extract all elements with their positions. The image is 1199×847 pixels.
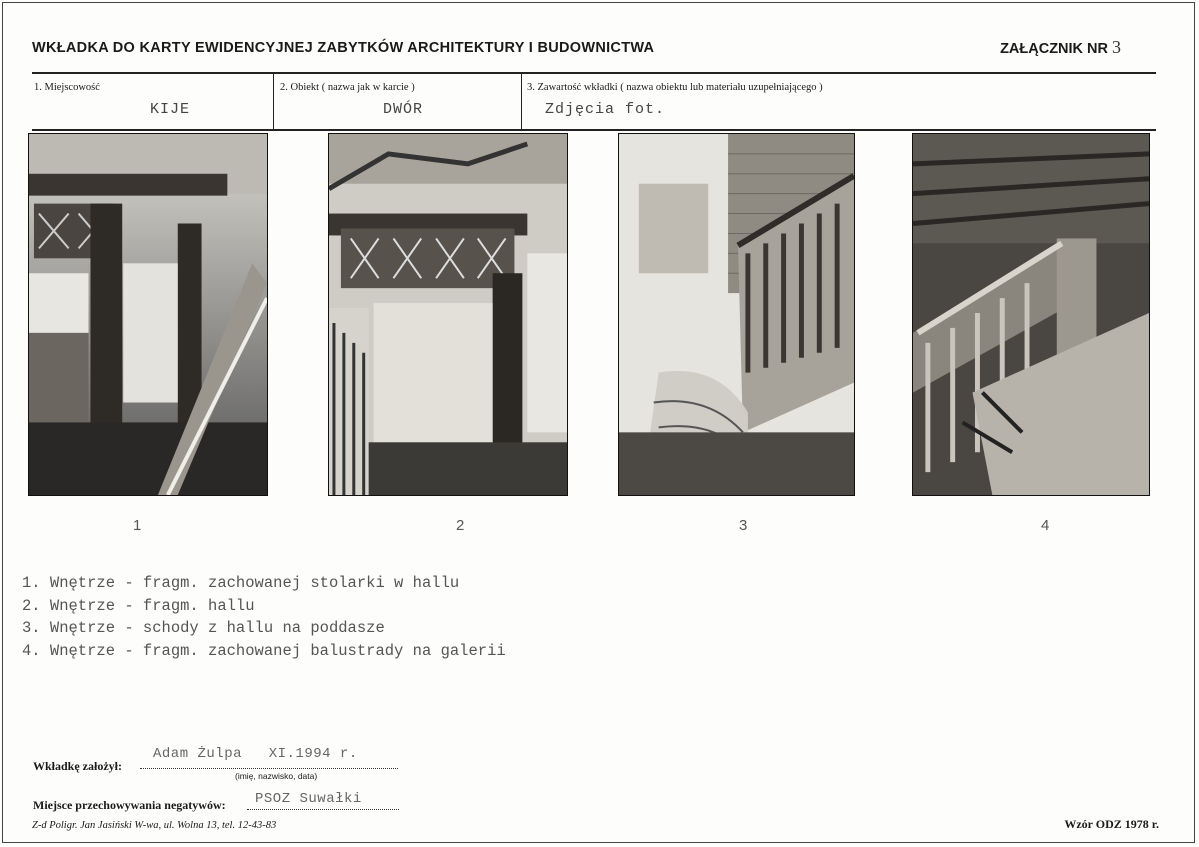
photo-number-1: 1 (133, 517, 142, 534)
photo-3 (618, 133, 855, 496)
author-dotted-line (140, 768, 398, 769)
author-label: Wkładkę założył: (33, 759, 122, 773)
field-value-contents: Zdjęcia fot. (545, 101, 666, 118)
field-value-locality: KIJE (150, 101, 191, 118)
annex-label (1000, 37, 1121, 58)
photo-number-4: 4 (1041, 517, 1050, 534)
caption-list (22, 572, 506, 662)
caption-4: 4. Wnętrze - fragm. zachowanej balustrady na galerii (22, 641, 506, 660)
storage-label: Miejsce przechowywania negatywów: (33, 798, 226, 812)
photo-number-3: 3 (739, 517, 748, 534)
field-value-object: DWÓR (383, 101, 424, 118)
field-divider-2 (521, 74, 522, 130)
caption-1: 1. Wnętrze - fragm. zachowanej stolarki w hallu (22, 574, 460, 592)
caption-3: 3. Wnętrze - schody z hallu na poddasze (22, 619, 385, 637)
photo-1 (28, 133, 268, 496)
photo-number-2: 2 (456, 517, 465, 534)
field-divider-1 (273, 74, 274, 130)
document-title: WKŁADKA DO KARTY EWIDENCYJNEJ ZABYTKÓW ARCHITEKTURY I BUDOWNICTWA (32, 40, 655, 56)
field-label-contents: 3. Zawartość wkładki ( nazwa obiektu lub materiału uzupełniającego ) (527, 82, 823, 93)
annex-number: 3 (1112, 37, 1121, 57)
header-rule-top (32, 72, 1156, 74)
caption-2: 2. Wnętrze - fragm. hallu (22, 596, 255, 615)
field-label-locality: 1. Miejscowość (34, 82, 100, 93)
author-value: Adam Żulpa XI.1994 r. (153, 746, 358, 762)
storage-value: PSOZ Suwałki (255, 791, 362, 807)
header-rule-bottom (32, 129, 1156, 131)
author-sub-label: (imię, nazwisko, data) (235, 771, 318, 781)
field-label-object: 2. Obiekt ( nazwa jak w karcie ) (280, 82, 415, 93)
form-pattern: Wzór ODZ 1978 r. (1064, 817, 1159, 831)
photo-2 (328, 133, 568, 496)
printer-imprint: Z-d Poligr. Jan Jasiński W-wa, ul. Wolna 13, tel. 12-43-83 (32, 820, 277, 831)
annex-label-text: ZAŁĄCZNIK NR (1000, 41, 1108, 57)
storage-dotted-line (247, 809, 399, 810)
photo-4 (912, 133, 1150, 496)
